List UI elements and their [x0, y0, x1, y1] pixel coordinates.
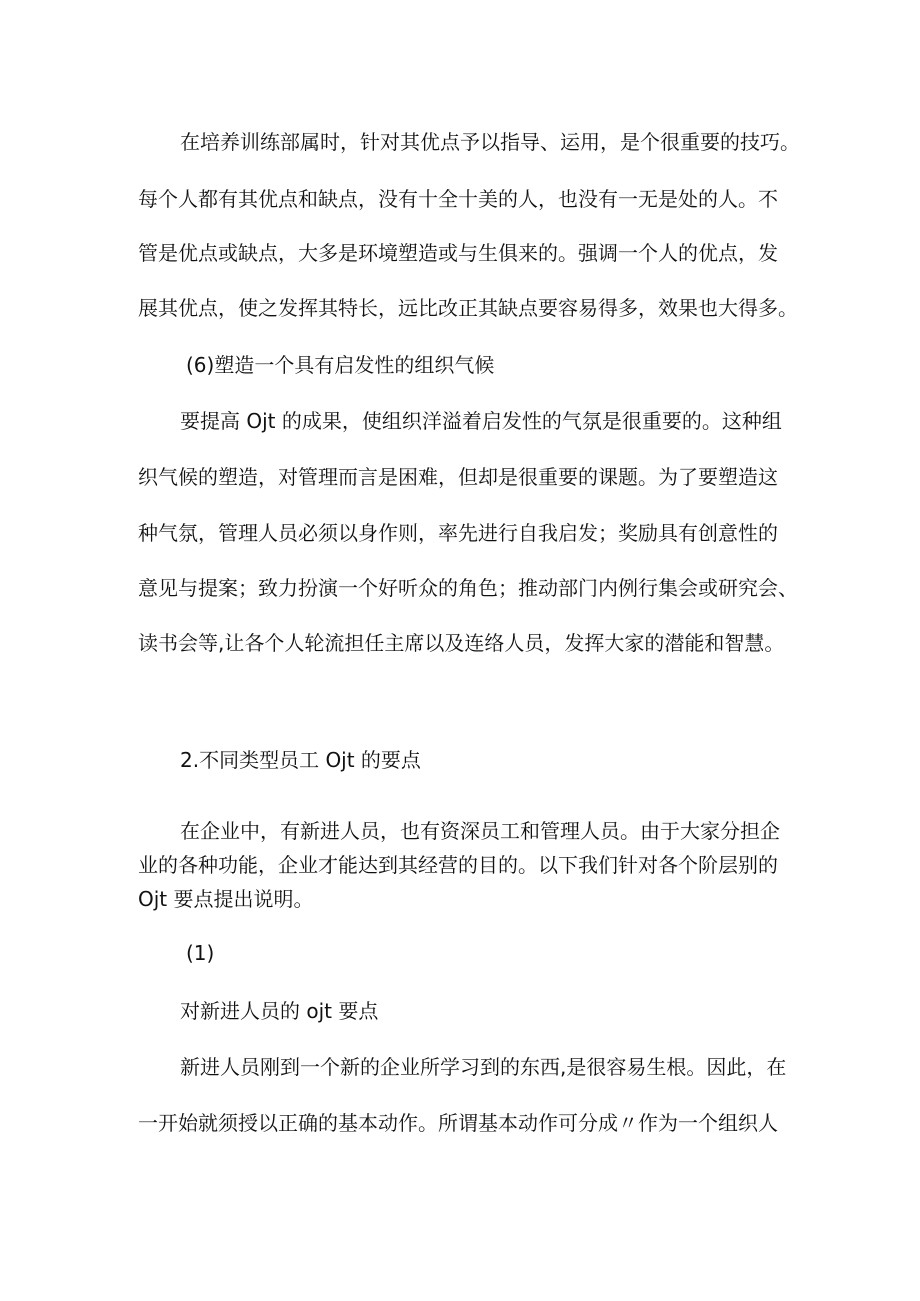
paragraph-line: 在培养训练部属时，针对其优点予以指导、运用，是个很重要的技巧。 — [180, 130, 800, 154]
section-heading: 2.不同类型员工 Ojt 的要点 — [180, 748, 421, 772]
section-number: (1) — [186, 941, 215, 965]
paragraph-line: 展其优点，使之发挥其特长，远比改正其缺点要容易得多，效果也大得多。 — [138, 296, 798, 320]
paragraph-line: 管是优点或缺点，大多是环境塑造或与生俱来的。强调一个人的优点，发 — [138, 241, 778, 265]
paragraph-line: 种气氛，管理人员必须以身作则，率先进行自我启发；奖励具有创意性的 — [138, 521, 778, 545]
paragraph-line: 业的各种功能，企业才能达到其经营的目的。以下我们针对各个阶层别的 — [138, 853, 778, 877]
paragraph-line: Ojt 要点提出说明。 — [138, 887, 314, 911]
paragraph-line: 新进人员刚到一个新的企业所学习到的东西,是很容易生根。因此，在 — [180, 1055, 787, 1079]
section-heading: 对新进人员的 ojt 要点 — [180, 999, 379, 1023]
paragraph-line: 意见与提案；致力扮演一个好听众的角色；推动部门内例行集会或研究会、 — [138, 576, 798, 600]
paragraph-line: 读书会等,让各个人轮流担任主席以及连络人员，发挥大家的潜能和智慧。 — [138, 631, 785, 655]
paragraph-line: 织气候的塑造，对管理而言是困难，但却是很重要的课题。为了要塑造这 — [138, 465, 778, 489]
paragraph-line: 一开始就须授以正确的基本动作。所谓基本动作可分成〃作为一个组织人 — [138, 1111, 778, 1135]
section-heading: (6)塑造一个具有启发性的组织气候 — [186, 353, 495, 377]
paragraph-line: 每个人都有其优点和缺点，没有十全十美的人，也没有一无是处的人。不 — [138, 187, 778, 211]
paragraph-line: 在企业中，有新进人员，也有资深员工和管理人员。由于大家分担企 — [180, 819, 780, 843]
paragraph-line: 要提高 Ojt 的成果，使组织洋溢着启发性的气氛是很重要的。这种组 — [180, 409, 782, 433]
